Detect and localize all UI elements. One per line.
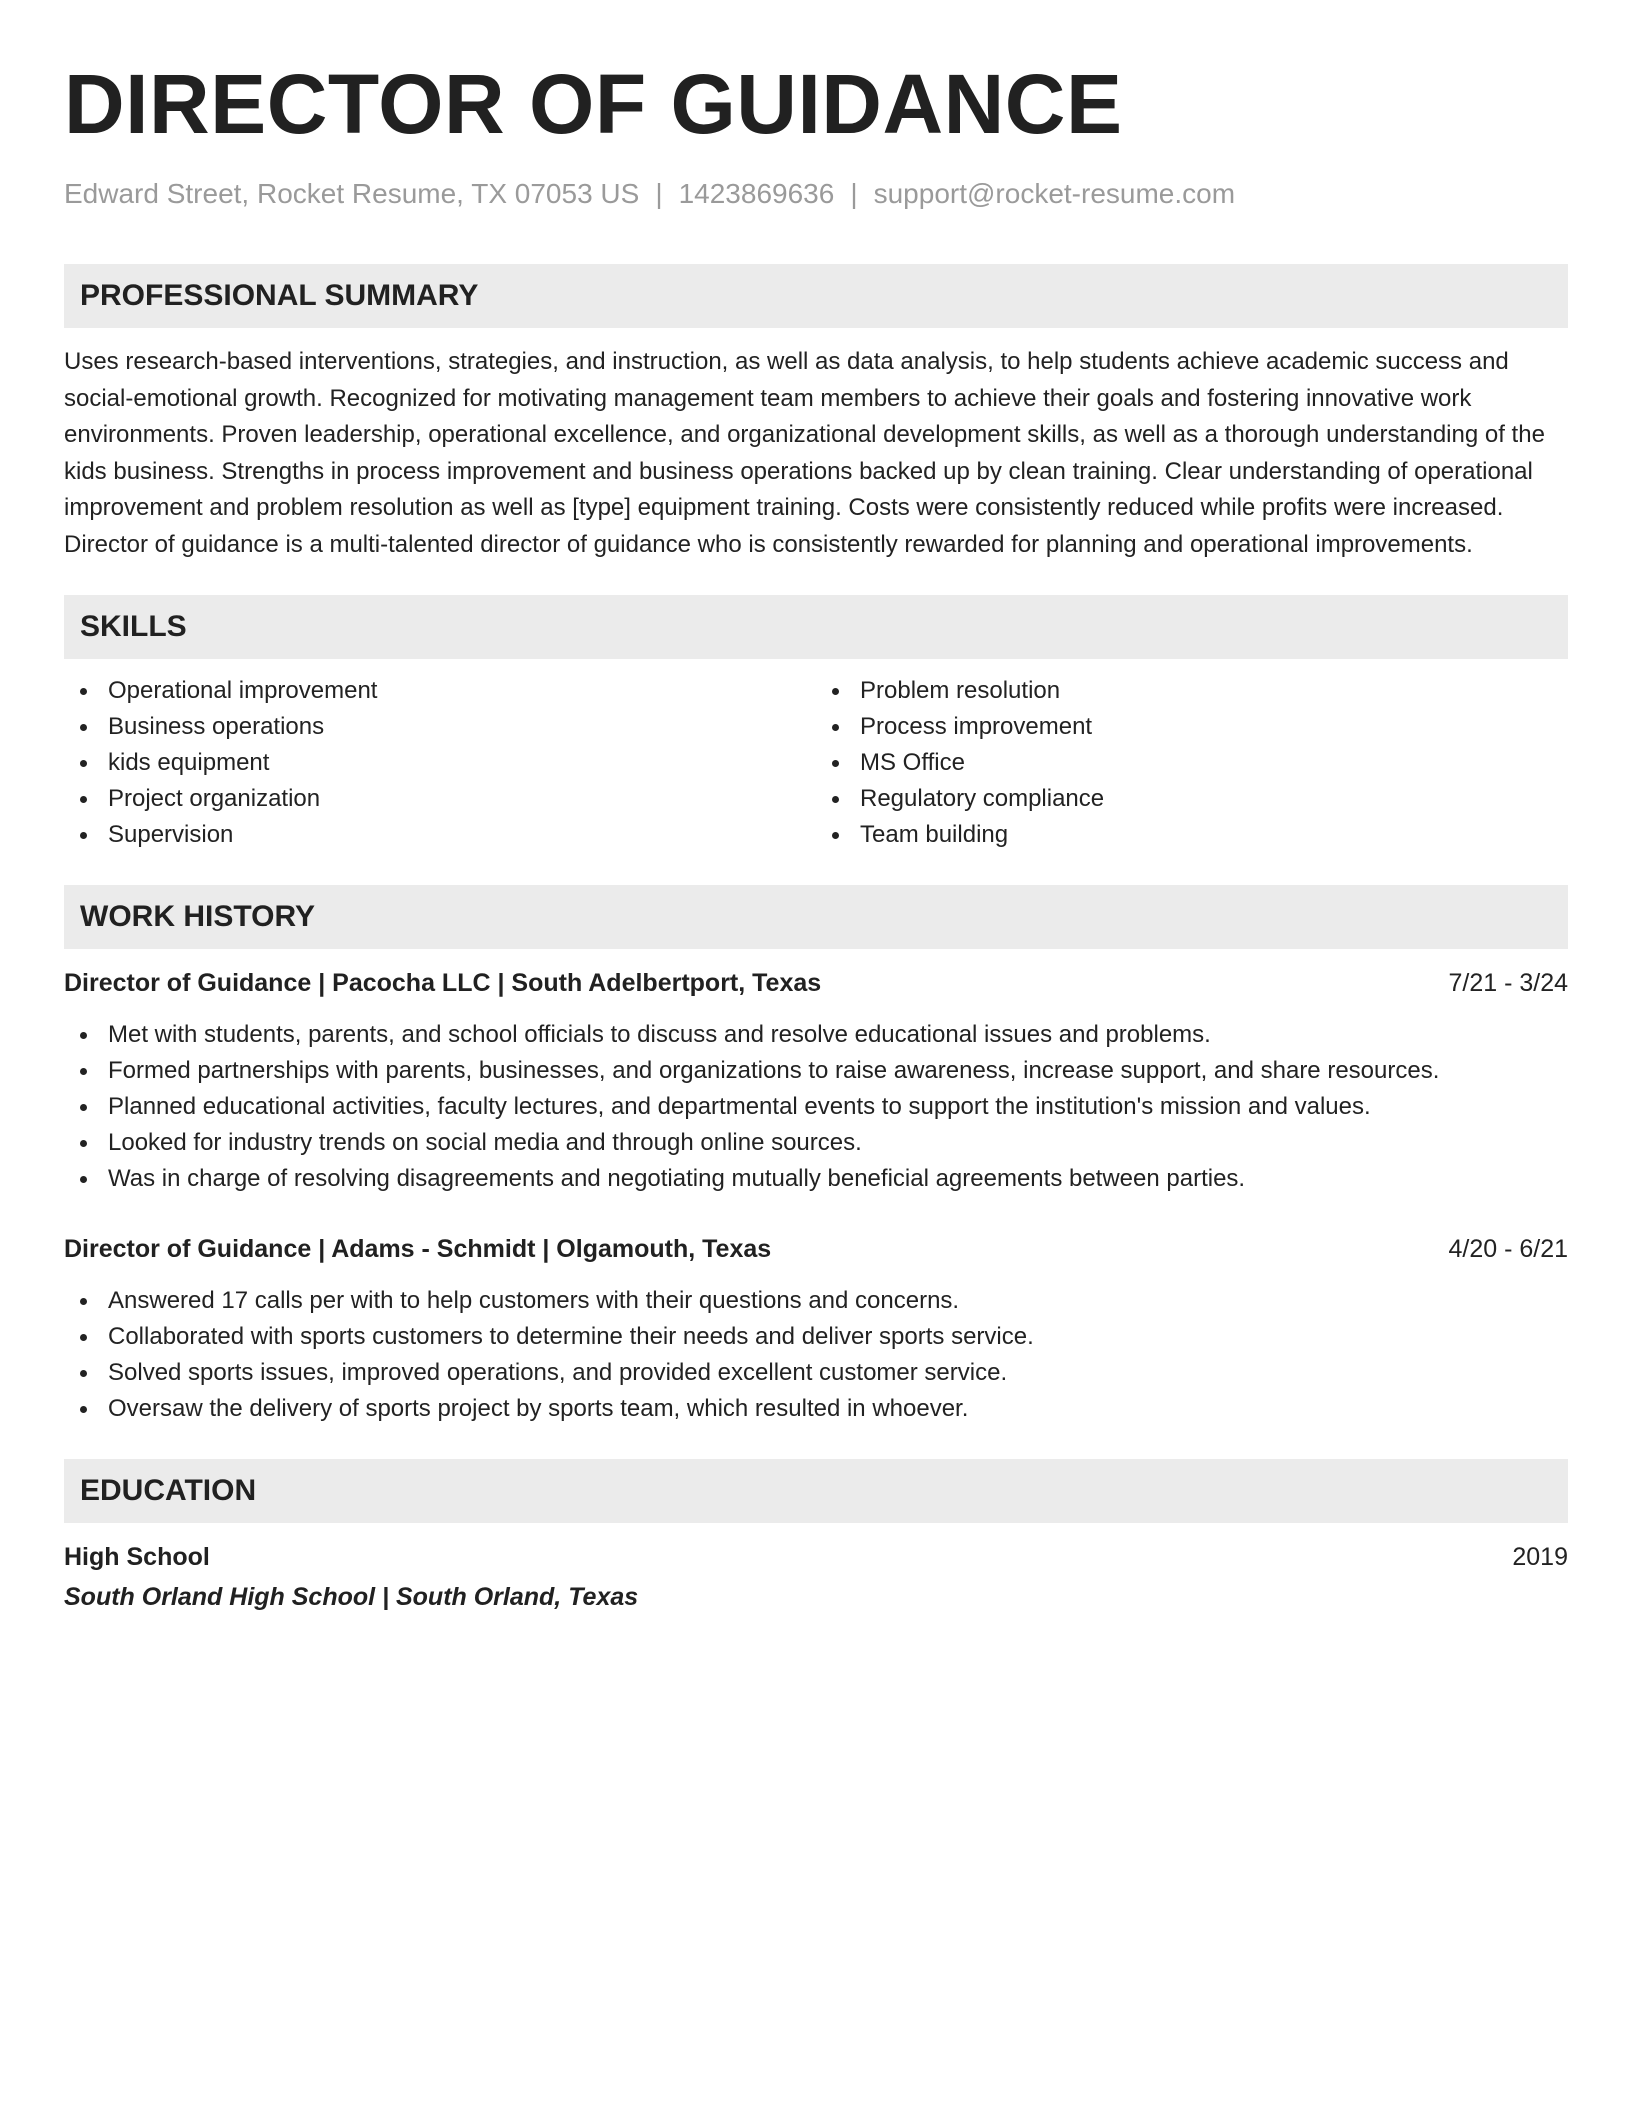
education-row (64, 1539, 1568, 1575)
job-bullets (64, 1017, 1568, 1197)
job-bullet (64, 1161, 1568, 1197)
bullet-icon (80, 1104, 87, 1111)
bullet-icon (80, 1068, 87, 1075)
skill-label: Process improvement (860, 713, 1093, 740)
skill-label: Team building (860, 821, 1009, 848)
bullet-icon (80, 688, 87, 695)
skill-label: Business operations (108, 713, 325, 740)
bullet-icon (80, 832, 87, 839)
job-bullet (64, 1017, 1568, 1053)
skill-item (816, 781, 1568, 817)
job-entry (64, 1231, 1568, 1427)
job-bullet-text: Planned educational activities, faculty lectures, and departmental events to support the institution's mission and values. (108, 1093, 1371, 1120)
bullet-icon (80, 1334, 87, 1341)
skills-column-left (64, 673, 816, 853)
job-bullet-text: Formed partnerships with parents, businesses, and organizations to raise awareness, increase support, and share resources. (108, 1057, 1440, 1084)
job-bullet (64, 1319, 1568, 1355)
contact-phone: 1423869636 (678, 178, 835, 209)
skill-label: Supervision (108, 821, 234, 848)
job-bullet (64, 1089, 1568, 1125)
job-bullets (64, 1283, 1568, 1427)
job-bullet-text: Was in charge of resolving disagreements and negotiating mutually beneficial agreements between parties. (108, 1165, 1246, 1192)
bullet-icon (832, 688, 839, 695)
skill-item (816, 673, 1568, 709)
work-history-heading: WORK HISTORY (64, 885, 1568, 949)
bullet-icon (80, 1032, 87, 1039)
skill-label: Project organization (108, 785, 321, 812)
job-bullet-text: Looked for industry trends on social media and through online sources. (108, 1129, 862, 1156)
job-dates: 4/20 - 6/21 (1448, 1235, 1568, 1263)
job-bullet (64, 1053, 1568, 1089)
bullet-icon (832, 724, 839, 731)
skill-item (64, 817, 816, 853)
skills-column-right (816, 673, 1568, 853)
education-degree: High School (64, 1543, 210, 1571)
summary-text: Uses research-based interventions, strategies, and instruction, as well as data analysis, to help students achieve academic success and social-emotional growth. Recognized for motivating management team members to achieve their goals and fostering innovative work environments. Proven leadership, operational excellence, and organizational development skills, as well as a thorough understanding of the kids business. Strengths in process improvement and business operations backed up by clean training. Clear understanding of operational improvement and problem resolution as well as [type] equipment training. Costs were consistently reduced while profits were increased. Director of guidance is a multi-talented director of guidance who is consistently rewarded for planning and operational improvements. (64, 348, 1545, 558)
contact-line (64, 176, 1568, 212)
job-bullet (64, 1355, 1568, 1391)
bullet-icon (80, 1298, 87, 1305)
skill-label: kids equipment (108, 749, 270, 776)
contact-separator: | (850, 178, 858, 209)
job-title-row (64, 965, 1568, 1001)
skill-item (64, 781, 816, 817)
job-bullet-text: Answered 17 calls per with to help customers with their questions and concerns. (108, 1287, 960, 1314)
skills-heading: SKILLS (64, 595, 1568, 659)
job-title: Director of Guidance | Adams - Schmidt | Olgamouth, Texas (64, 1235, 772, 1263)
job-title: Director of Guidance | Pacocha LLC | South Adelbertport, Texas (64, 969, 822, 997)
education-school: South Orland High School | South Orland, Texas (64, 1583, 639, 1611)
bullet-icon (80, 760, 87, 767)
skill-label: MS Office (860, 749, 965, 776)
skill-item (64, 745, 816, 781)
job-bullet-text: Oversaw the delivery of sports project by sports team, which resulted in whoever. (108, 1395, 969, 1422)
bullet-icon (832, 760, 839, 767)
job-dates: 7/21 - 3/24 (1448, 969, 1568, 997)
bullet-icon (832, 832, 839, 839)
contact-address: Edward Street, Rocket Resume, TX 07053 US (64, 178, 640, 209)
job-bullet (64, 1283, 1568, 1319)
job-bullet (64, 1391, 1568, 1427)
skills-grid (64, 673, 1568, 853)
skill-label: Regulatory compliance (860, 785, 1105, 812)
job-bullet-text: Collaborated with sports customers to determine their needs and deliver sports service. (108, 1323, 1034, 1350)
job-bullet-text: Solved sports issues, improved operations, and provided excellent customer service. (108, 1359, 1008, 1386)
skill-item (816, 709, 1568, 745)
job-title-row (64, 1231, 1568, 1267)
resume-title: DIRECTOR OF GUIDANCE (64, 57, 1123, 151)
contact-separator: | (655, 178, 663, 209)
skill-label: Problem resolution (860, 677, 1061, 704)
bullet-icon (832, 796, 839, 803)
bullet-icon (80, 1406, 87, 1413)
skill-item (64, 673, 816, 709)
job-entry (64, 965, 1568, 1197)
job-bullet-text: Met with students, parents, and school officials to discuss and resolve educational issues and problems. (108, 1021, 1211, 1048)
skill-item (816, 817, 1568, 853)
education-year: 2019 (1512, 1543, 1568, 1571)
bullet-icon (80, 1176, 87, 1183)
skill-item (816, 745, 1568, 781)
bullet-icon (80, 724, 87, 731)
bullet-icon (80, 796, 87, 803)
bullet-icon (80, 1370, 87, 1377)
skill-item (64, 709, 816, 745)
summary-heading: PROFESSIONAL SUMMARY (64, 264, 1568, 328)
job-bullet (64, 1125, 1568, 1161)
education-heading: EDUCATION (64, 1459, 1568, 1523)
bullet-icon (80, 1140, 87, 1147)
skill-label: Operational improvement (108, 677, 378, 704)
contact-email: support@rocket-resume.com (873, 178, 1236, 209)
